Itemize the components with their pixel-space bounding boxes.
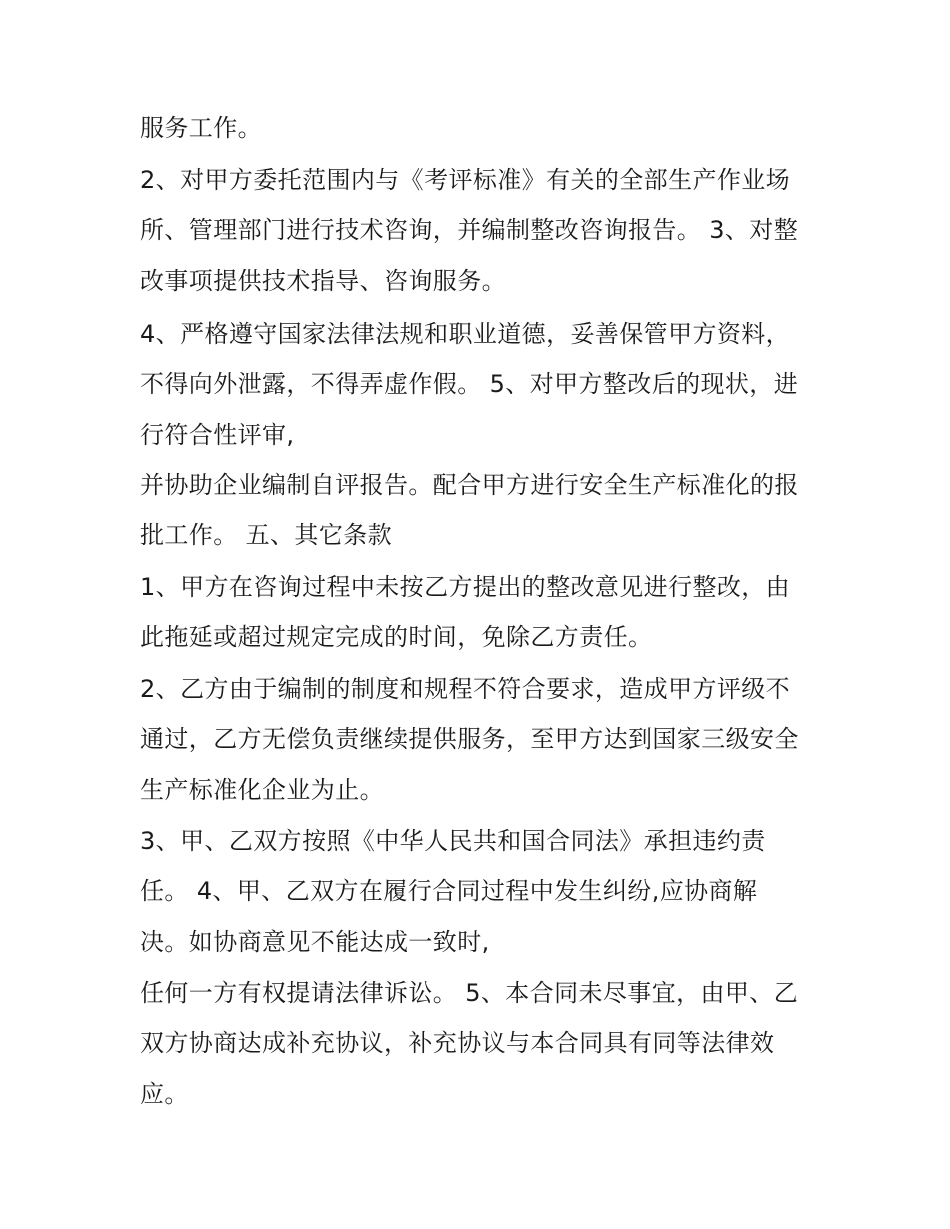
text-line: 1、甲方在咨询过程中未按乙方提出的整改意见进行整改，由 [140,573,791,601]
text-line: 任。 4、甲、乙双方在履行合同过程中发生纠纷,应协商解 [140,877,758,905]
text-line: 4、严格遵守国家法律法规和职业道德，妥善保管甲方资料， [140,320,791,348]
text-line: 决。如协商意见不能达成一致时, [140,928,490,956]
text-line: 2、对甲方委托范围内与《考评标准》有关的全部生产作业场 [140,166,791,194]
text-line: 任何一方有权提请法律诉讼。 5、本合同未尽事宜，由甲、乙 [140,979,799,1007]
text-line: 2、乙方由于编制的制度和规程不符合要求，造成甲方评级不 [140,675,791,703]
text-line: 改事项提供技术指导、咨询服务。 [140,267,506,295]
text-line: 不得向外泄露，不得弄虚作假。 5、对甲方整改后的现状，进 [140,370,799,398]
text-line: 通过，乙方无偿负责继续提供服务，至甲方达到国家三级安全 [140,725,799,753]
text-line: 服务工作。 [140,114,262,142]
text-line: 此拖延或超过规定完成的时间，免除乙方责任。 [140,623,653,651]
text-line: 所、管理部门进行技术咨询，并编制整改咨询报告。 3、对整 [140,216,799,244]
text-line: 双方协商达成补充协议，补充协议与本合同具有同等法律效 [140,1029,775,1057]
text-line: 并协助企业编制自评报告。配合甲方进行安全生产标准化的报 [140,471,799,499]
text-line: 应。 [140,1080,189,1108]
text-line: 3、甲、乙双方按照《中华人民共和国合同法》承担违约责 [140,827,766,855]
text-line: 批工作。 五、其它条款 [140,521,393,549]
text-line: 生产标准化企业为止。 [140,776,384,804]
text-line: 行符合性评审, [140,421,295,449]
